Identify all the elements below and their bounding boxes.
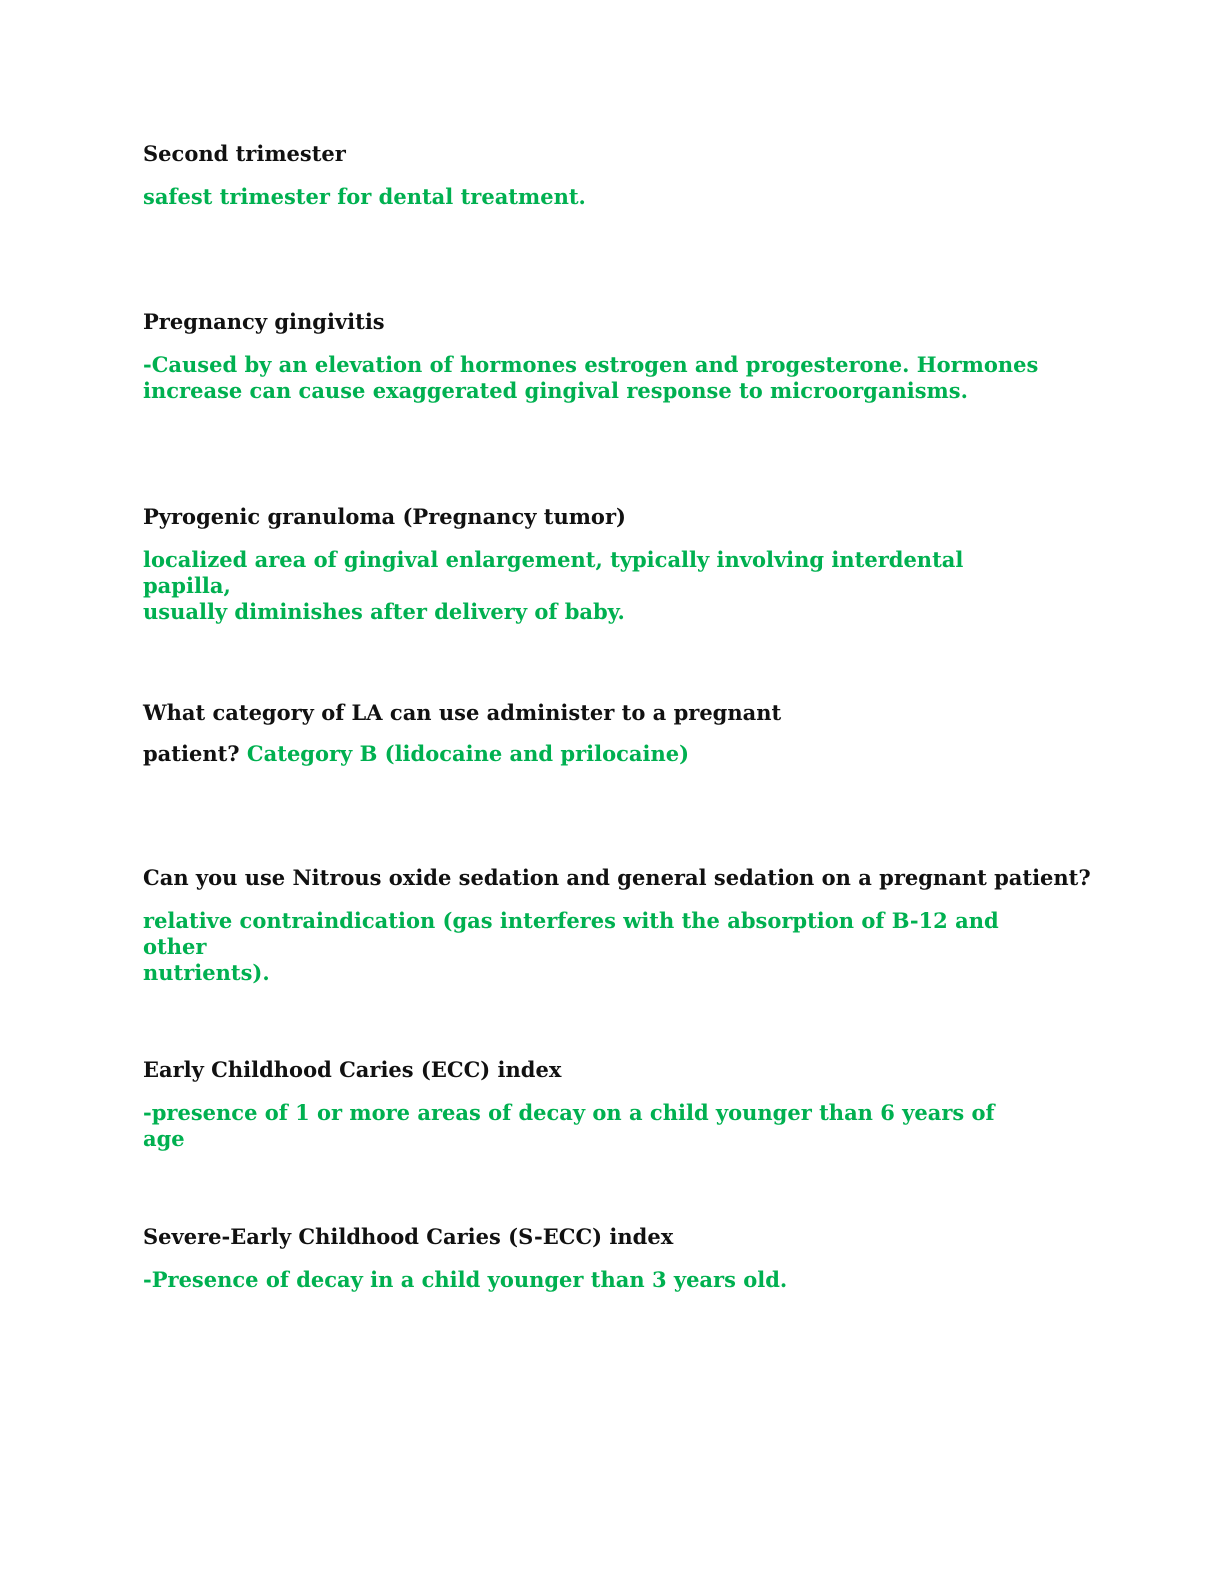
term-heading-line-1: What category of LA can use administer to a pregnant <box>143 700 782 725</box>
term-heading: Pyrogenic granuloma (Pregnancy tumor) <box>143 504 626 529</box>
definition-text: safest trimester for dental treatment. <box>143 184 586 209</box>
definition-text: -Presence of decay in a child younger than 3 years old. <box>143 1267 788 1292</box>
entry-pyrogenic-granuloma <box>143 504 1043 625</box>
entry-pregnancy-gingivitis <box>143 309 1043 404</box>
definition-line-1: relative contraindication (gas interferes with the absorption of B-12 and other <box>143 908 999 959</box>
term-heading: Pregnancy gingivitis <box>143 309 385 334</box>
definition-text: -presence of 1 or more areas of decay on a child younger than 6 years of age <box>143 1100 995 1151</box>
term-heading: Second trimester <box>143 141 346 166</box>
term-heading: Can you use Nitrous oxide sedation and general sedation on a pregnant patient? <box>143 865 1091 890</box>
definition-line-2: nutrients). <box>143 960 270 985</box>
entry-ecc-index <box>143 1057 1043 1152</box>
entry-second-trimester <box>143 141 1043 210</box>
entry-nitrous-oxide <box>143 865 1091 986</box>
term-heading-line-2 <box>143 741 1043 767</box>
term-heading: Early Childhood Caries (ECC) index <box>143 1057 562 1082</box>
definition-line-2: usually diminishes after delivery of baby. <box>143 599 625 624</box>
definition-line-1: localized area of gingival enlargement, typically involving interdental papilla, <box>143 547 964 598</box>
definition-line-1: -Caused by an elevation of hormones estrogen and progesterone. Hormones <box>143 352 1039 377</box>
entry-s-ecc-index <box>143 1224 1043 1293</box>
entry-la-category <box>143 700 1043 767</box>
term-question-end: patient? <box>143 741 240 766</box>
definition-text: Category B (lidocaine and prilocaine) <box>246 741 690 766</box>
definition-line-2: increase can cause exaggerated gingival response to microorganisms. <box>143 378 968 403</box>
term-heading: Severe-Early Childhood Caries (S-ECC) index <box>143 1224 674 1249</box>
